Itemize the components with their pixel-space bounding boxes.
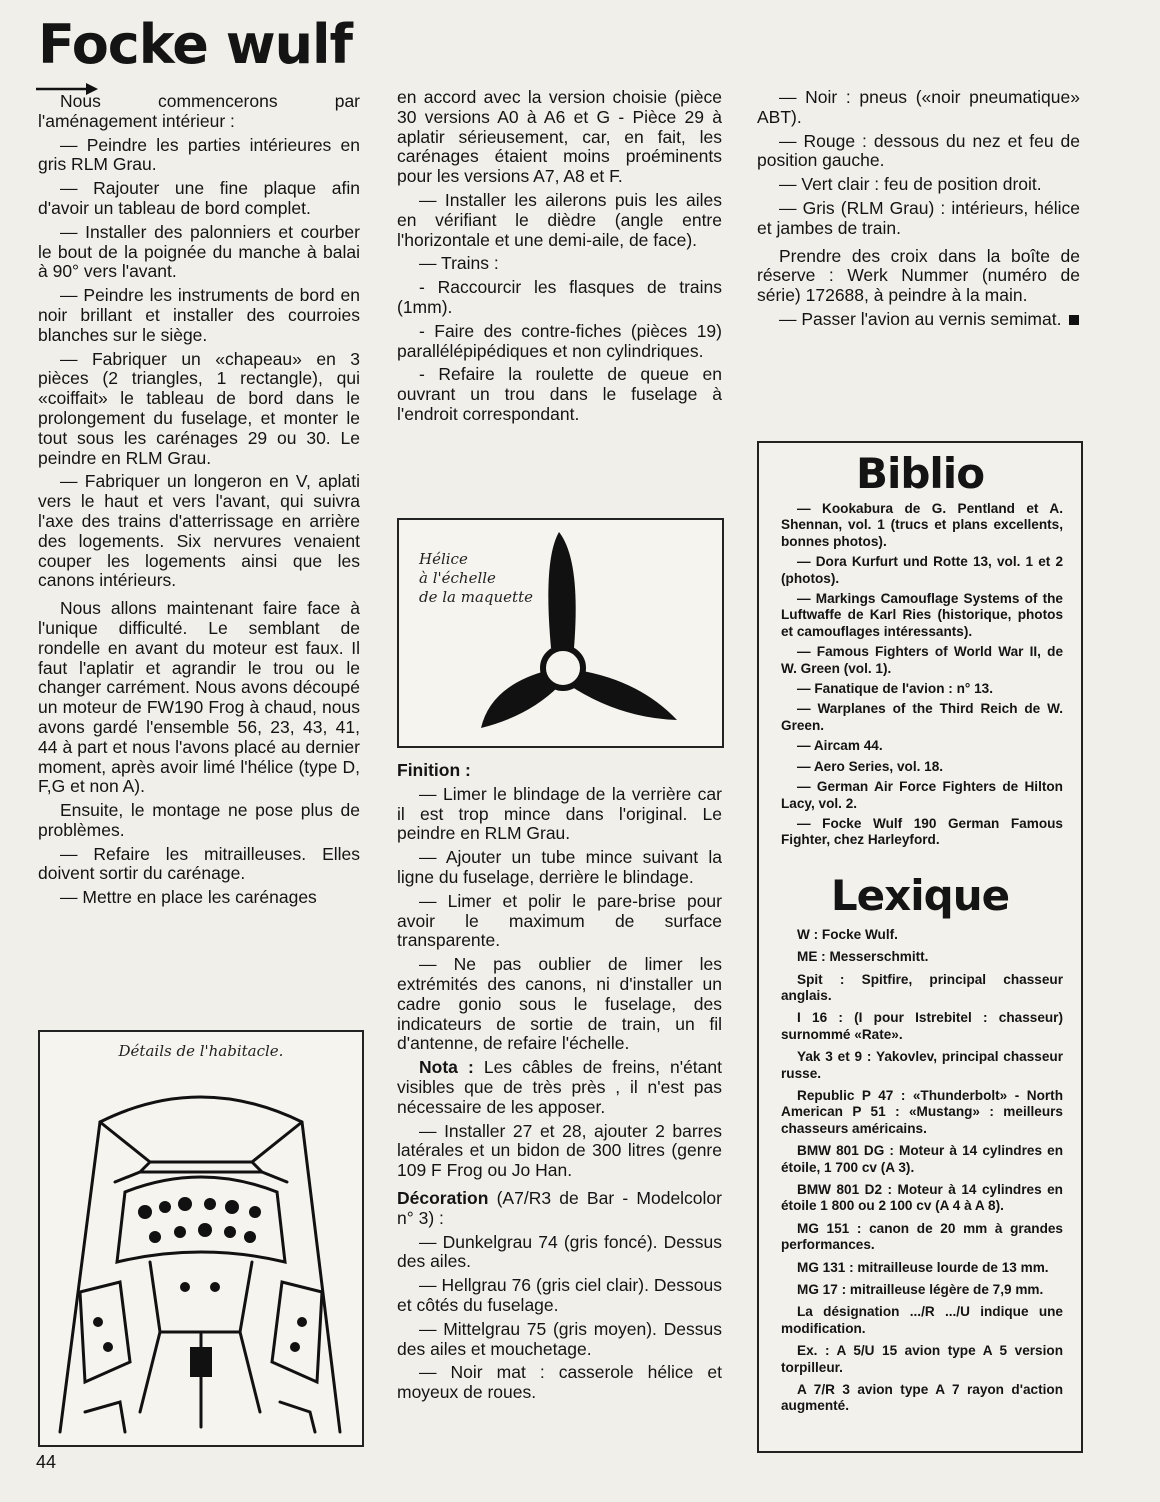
paragraph: — Hellgrau 76 (gris ciel clair). Dessous et côtés du fuselage. xyxy=(397,1275,722,1315)
list-item: Republic P 47 : «Thunderbolt» - North American P 51 : «Mustang» : meilleurs chasseurs américains. xyxy=(781,1087,1063,1136)
cockpit-figure xyxy=(38,1030,364,1447)
propeller-figure xyxy=(397,518,724,748)
paragraph: Ensuite, le montage ne pose plus de problèmes. xyxy=(38,800,360,840)
caption-line: de la maquette xyxy=(419,588,533,606)
lexique-list xyxy=(759,927,1081,1415)
column-3 xyxy=(757,88,1080,334)
paragraph: - Faire des contre-fiches (pièces 19) parallélépipédiques et non cylindriques. xyxy=(397,320,722,361)
page-number: 44 xyxy=(36,1452,57,1472)
list-item: A 7/R 3 avion type A 7 rayon d'action augmenté. xyxy=(781,1382,1063,1414)
paragraph: — Rajouter une fine plaque afin d'avoir un tableau de bord complet. xyxy=(38,178,360,218)
paragraph: — Noir : pneus («noir pneumatique» ABT). xyxy=(757,87,1080,127)
paragraph: Prendre des croix dans la boîte de réserve : Werk Nummer (numéro de série) 172688, à peindre à la main. xyxy=(757,245,1080,306)
paragraph: — Fabriquer un «chapeau» en 3 pièces (2 triangles, 1 rectangle), qui «coiffait» le tableau de bord dans le prolongement du fuselage, et monter le tout sous les carénages 29 ou 30. Le peindre en RLM Grau. xyxy=(38,348,360,468)
paragraph: — Vert clair : feu de position droit. xyxy=(779,174,1042,195)
list-item: — Warplanes of the Third Reich de W. Green. xyxy=(781,701,1063,733)
caption-line: Hélice xyxy=(419,550,468,568)
list-item: I 16 : (I pour Istrebitel : chasseur) surnommé «Rate». xyxy=(781,1010,1063,1042)
paragraph: - Raccourcir les flasques de trains (1mm). xyxy=(397,277,722,317)
lexique-heading: Lexique xyxy=(830,870,1010,920)
propeller-drawing-icon xyxy=(399,520,722,746)
column-1 xyxy=(38,92,360,912)
paragraph: — Rouge : dessous du nez et feu de position gauche. xyxy=(757,130,1080,171)
column-2-finition xyxy=(397,761,722,1407)
paragraph: — Ne pas oublier de limer les extrémités des canons, ni d'installer un cadre gonio sous le fuselage, des indicateurs de sortie de train, un fil d'antenne, de refaire l'échelle. xyxy=(397,954,722,1054)
paragraph: — Mittelgrau 75 (gris moyen). Dessus des ailes et mouchetage. xyxy=(397,1318,722,1359)
paragraph: — Installer des palonniers et courber le bout de la poignée du manche à balai à 90° vers l'avant. xyxy=(38,221,360,282)
list-item: — Kookabura de G. Pentland et A. Shennan, vol. 1 (trucs et plans excellents, bonnes photos). xyxy=(781,501,1063,549)
paragraph: — Dunkelgrau 74 (gris foncé). Dessus des ailes. xyxy=(397,1231,722,1272)
biblio-list xyxy=(759,501,1081,849)
cockpit-caption: Détails de l'habitacle. xyxy=(118,1042,284,1060)
paragraph: Nous commencerons par l'aménagement intérieur : xyxy=(38,91,360,131)
list-item: La désignation .../R .../U indique une modification. xyxy=(781,1304,1063,1336)
paragraph: — Refaire les mitrailleuses. Elles doivent sortir du carénage. xyxy=(38,843,360,884)
list-item: BMW 801 D2 : Moteur à 14 cylindres en étoile 1 800 ou 2 100 cv (A 4 à A 8). xyxy=(781,1182,1063,1214)
paragraph: — Installer les ailerons puis les ailes en vérifiant le dièdre (angle entre l'horizontale et une demi-aile, de face). xyxy=(397,189,722,250)
paragraph: — Peindre les instruments de bord en noir brillant et installer des courroies blanches sur le siège. xyxy=(38,285,360,345)
article-title: Focke wulf xyxy=(38,13,353,76)
paragraph: — Mettre en place les carénages xyxy=(60,887,317,908)
paragraph: — Gris (RLM Grau) : intérieurs, hélice et jambes de train. xyxy=(757,197,1080,238)
end-mark-icon xyxy=(1069,315,1079,325)
decoration-paragraph xyxy=(397,1189,722,1229)
paragraph: — Trains : xyxy=(419,253,499,274)
list-item: ME : Messerschmitt. xyxy=(797,949,929,965)
list-item: Yak 3 et 9 : Yakovlev, principal chasseur russe. xyxy=(781,1049,1063,1081)
list-item: MG 17 : mitrailleuse légère de 7,9 mm. xyxy=(797,1282,1044,1298)
paragraph: Nous allons maintenant faire face à l'unique difficulté. Le semblant de rondelle en avant du moteur est faux. Il faut l'aplatir et agrandir le trou ou le changer carrément. Nous avons découpé un moteur de FW190 Frog à chaud, nous avons gardé l'ensemble 56, 23, 43, 41, 44 à part et nous l'avons placé au dernier moment, après avoir limé l'hélice (type D, F,G et non A). xyxy=(38,598,360,797)
paragraph: — Noir mat : casserole hélice et moyeux de roues. xyxy=(397,1362,722,1403)
paragraph: — Ajouter un tube mince suivant la ligne du fuselage, derrière le blindage. xyxy=(397,847,722,887)
paragraph xyxy=(757,310,1080,330)
column-2 xyxy=(397,88,722,429)
paragraph: en accord avec la version choisie (pièce 30 versions A0 à A6 et G - Pièce 29 à aplatir sérieusement, car, en fait, les carénages étaient moins proéminents pour les versions A7, A8 et F. xyxy=(397,87,722,187)
decoration-label: Décoration xyxy=(397,1187,489,1208)
nota-paragraph xyxy=(397,1058,722,1117)
list-item: — German Air Force Fighters de Hilton Lacy, vol. 2. xyxy=(781,779,1063,811)
list-item: W : Focke Wulf. xyxy=(797,926,898,942)
closing-text: — Passer l'avion au vernis semimat. xyxy=(779,308,1062,329)
paragraph: - Refaire la roulette de queue en ouvrant un trou dans le fuselage à l'endroit correspondant. xyxy=(397,364,722,424)
paragraph: — Fabriquer un longeron en V, aplati vers le haut et vers l'avant, qui suivra l'axe des trains d'atterrissage en arrière des logements. Six nervures venaient couper les logements ainsi que les canons intérieurs. xyxy=(38,471,360,591)
paragraph: — Limer et polir le pare-brise pour avoir le maximum de surface transparente. xyxy=(397,890,722,951)
finition-label: Finition : xyxy=(397,760,471,780)
finition-heading xyxy=(397,761,722,781)
list-item: Ex. : A 5/U 15 avion type A 5 version torpilleur. xyxy=(781,1343,1063,1375)
decoration-intro: (A7/R3 de Bar - Modelcolor n° 3) : xyxy=(397,1187,722,1228)
biblio-heading: Biblio xyxy=(855,449,985,498)
list-item: Spit : Spitfire, principal chasseur anglais. xyxy=(781,971,1063,1003)
list-item: — Famous Fighters of World War II, de W. Green (vol. 1). xyxy=(781,644,1063,676)
paragraph: — Installer 27 et 28, ajouter 2 barres latérales et un bidon de 300 litres (genre 109 F Frog ou Jo Han. xyxy=(397,1120,722,1181)
list-item: — Markings Camouflage Systems of the Luftwaffe de Karl Ries (historique, photos et camouflages intéressants). xyxy=(781,591,1063,639)
list-item: — Aero Series, vol. 18. xyxy=(797,758,944,774)
paragraph: — Limer le blindage de la verrière car il est trop mince dans l'original. Le peindre en RLM Grau. xyxy=(397,783,722,844)
list-item: MG 151 : canon de 20 mm à grandes performances. xyxy=(781,1220,1063,1253)
list-item: BMW 801 DG : Moteur à 14 cylindres en étoile, 1 700 cv (A 3). xyxy=(781,1143,1063,1175)
list-item: MG 131 : mitrailleuse lourde de 13 mm. xyxy=(797,1259,1049,1275)
cockpit-drawing-icon xyxy=(40,1032,362,1445)
nota-text: Les câbles de freins, n'étant visibles que de très près , il n'est pas nécessaire de les apposer. xyxy=(397,1057,722,1117)
list-item: — Focke Wulf 190 German Famous Fighter, chez Harleyford. xyxy=(781,815,1063,848)
biblio-lexique-box xyxy=(757,441,1083,1453)
paragraph: — Peindre les parties intérieures en gris RLM Grau. xyxy=(38,134,360,175)
list-item: — Fanatique de l'avion : n° 13. xyxy=(797,681,993,697)
list-item: — Dora Kurfurt und Rotte 13, vol. 1 et 2 (photos). xyxy=(781,554,1063,586)
caption-line: à l'échelle xyxy=(419,569,496,587)
list-item: — Aircam 44. xyxy=(797,738,883,754)
nota-label: Nota : xyxy=(419,1057,474,1078)
